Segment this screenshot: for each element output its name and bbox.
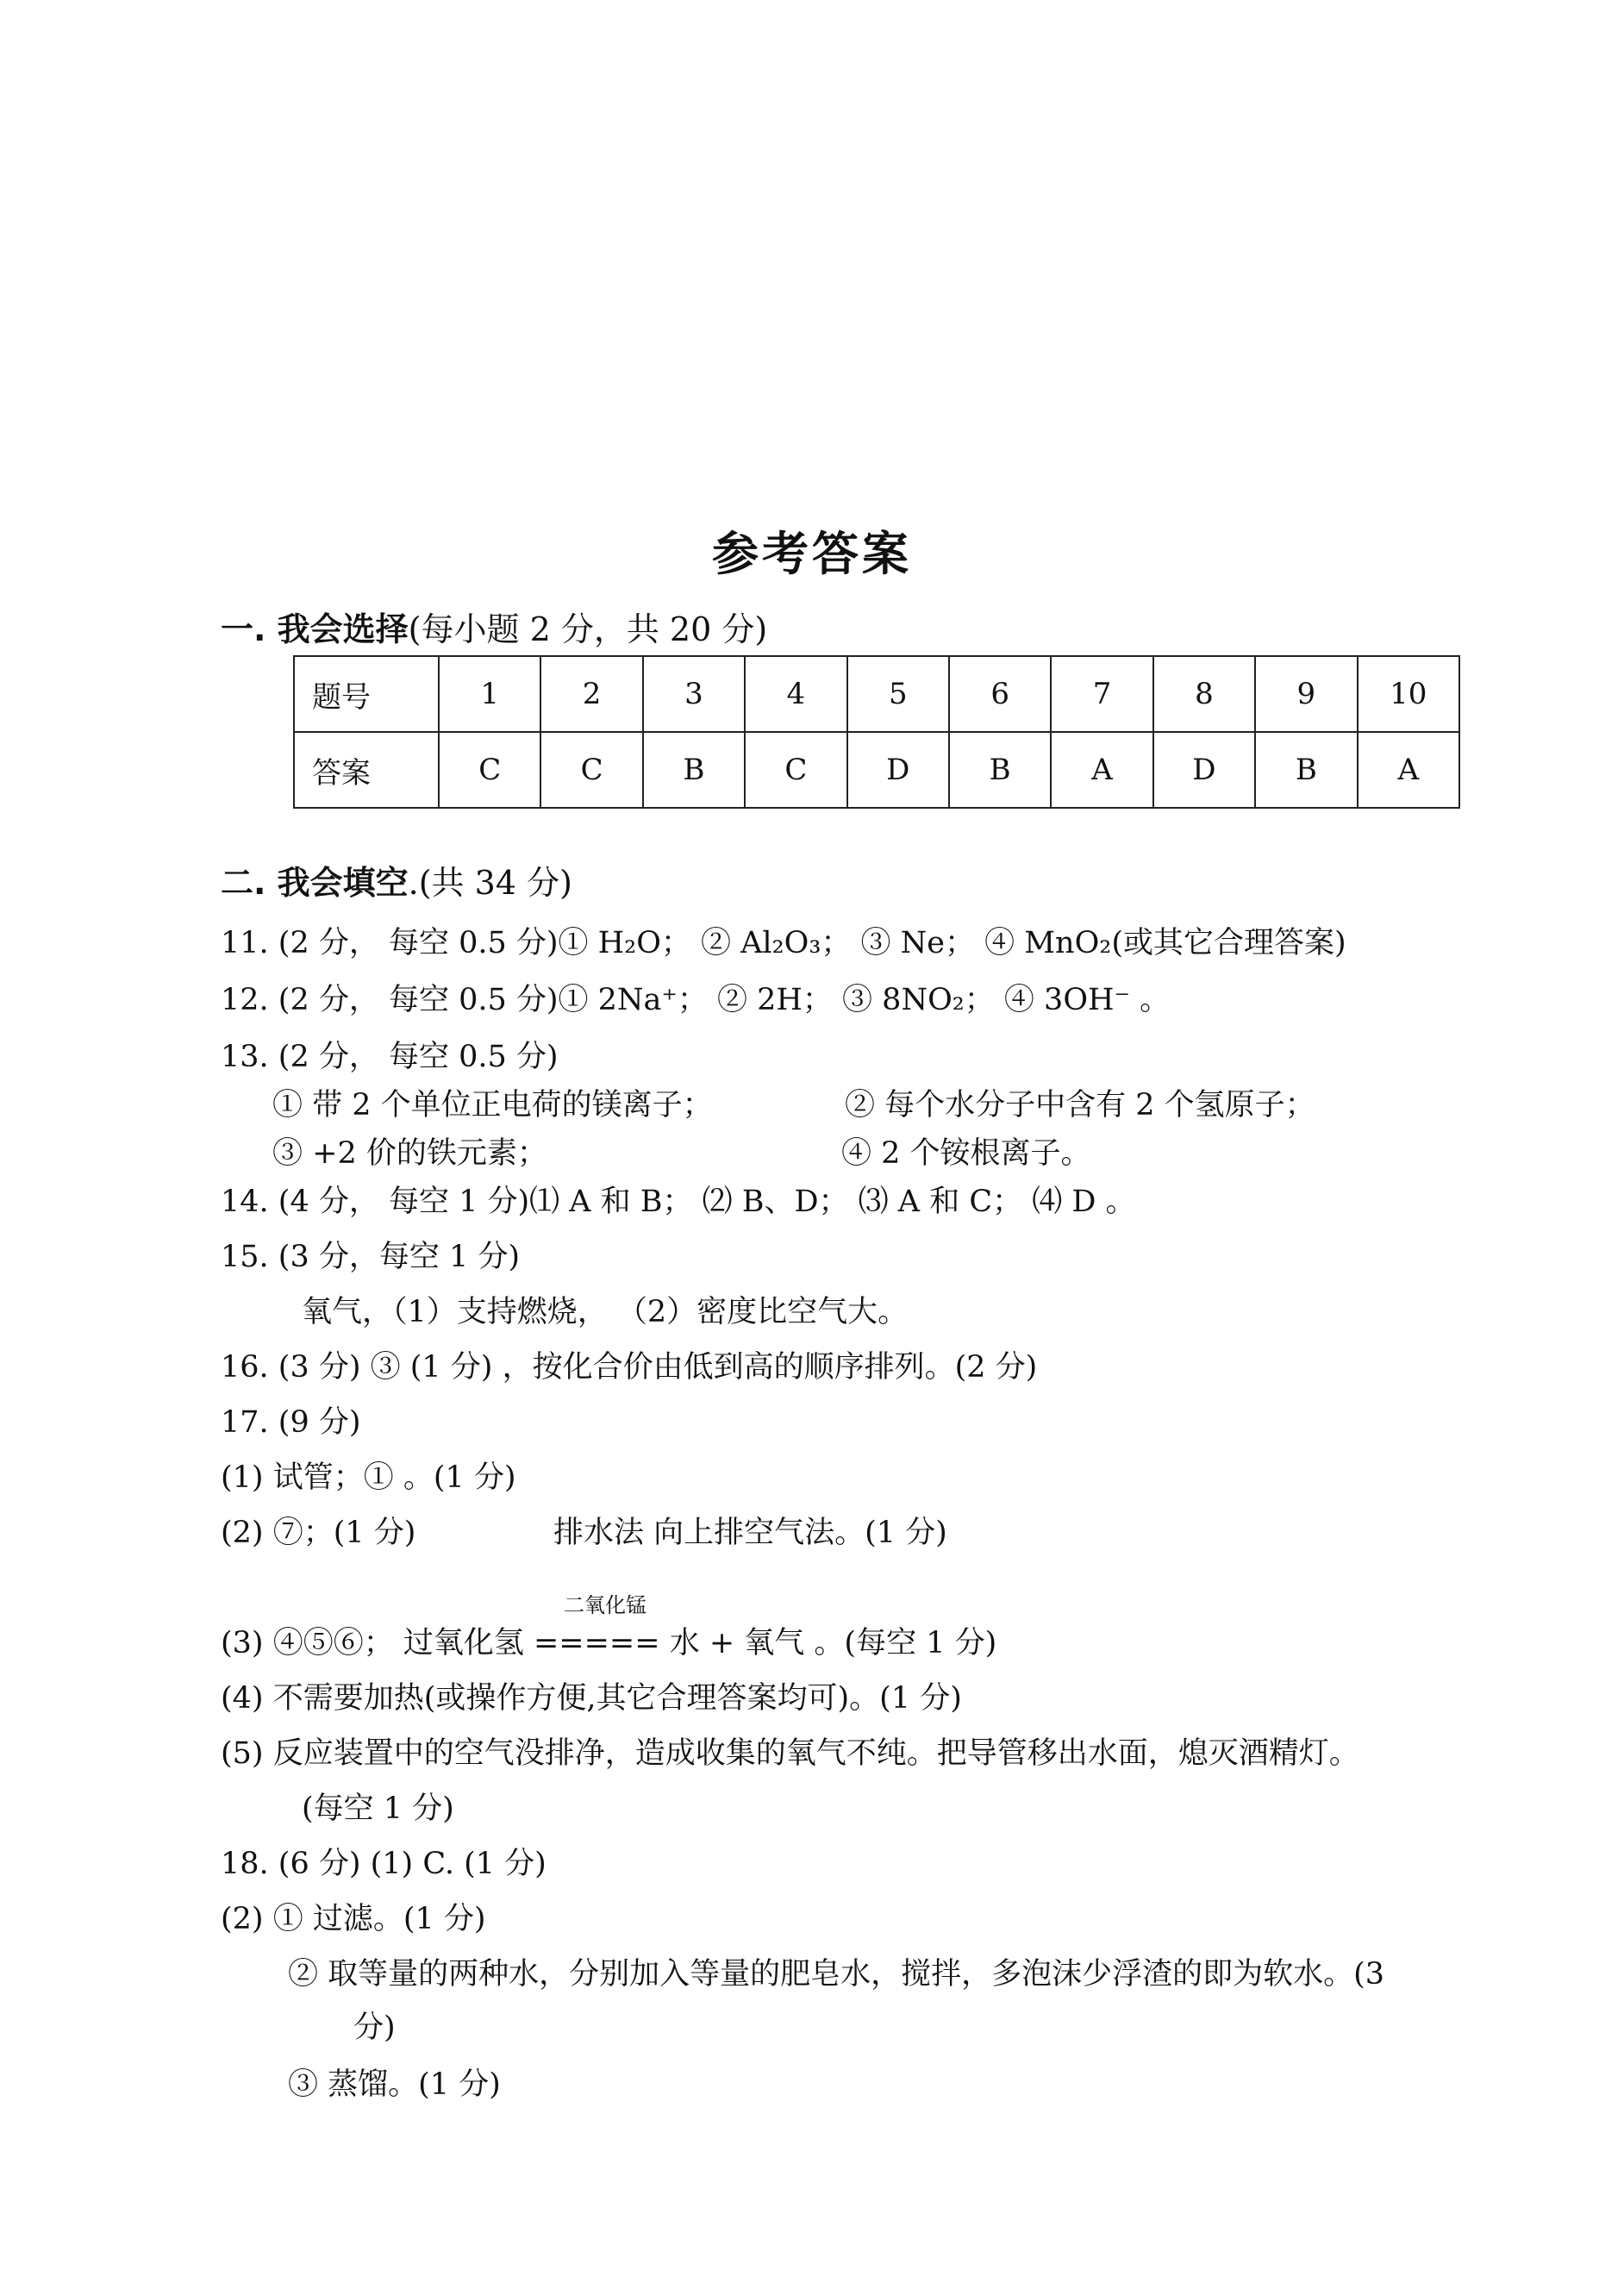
answer-cell: C	[439, 732, 540, 808]
answer-cell: B	[949, 732, 1051, 808]
row-label-number: 题号	[294, 656, 439, 732]
question-number: 5	[847, 656, 949, 732]
answer-line-13-2: ② 每个水分子中含有 2 个氢原子；	[845, 1088, 1315, 1122]
table-row-numbers	[294, 656, 1459, 732]
answer-line-17-1: (1) 试管；① 。(1 分)	[221, 1460, 516, 1495]
section-1-heading	[221, 610, 767, 648]
answer-line-14: 14. (4 分， 每空 1 分)⑴ A 和 B； ⑵ B、D； ⑶ A 和 C； ⑷ D 。	[221, 1185, 1136, 1219]
question-number: 4	[745, 656, 846, 732]
answer-cell: A	[1051, 732, 1152, 808]
question-number: 7	[1051, 656, 1152, 732]
answer-table	[293, 655, 1460, 809]
answer-line-17-5: (5) 反应装置中的空气没排净，造成收集的氧气不纯。把导管移出水面，熄灭酒精灯。	[221, 1736, 1359, 1771]
section-1-title: 一. 我会选择	[221, 610, 409, 648]
answer-line-17: 17. (9 分)	[221, 1405, 361, 1440]
answer-cell: D	[847, 732, 949, 808]
answer-line-16: 16. (3 分) ③ (1 分) ，按化合价由低到高的顺序排列。(2 分)	[221, 1350, 1038, 1385]
answer-cell: A	[1358, 732, 1459, 808]
question-number: 2	[540, 656, 642, 732]
answer-line-18-2: (2) ① 过滤。(1 分)	[221, 1902, 486, 1936]
question-number: 1	[439, 656, 540, 732]
answer-line-17-2: (2) ⑦；(1 分)	[221, 1516, 416, 1550]
question-number: 9	[1255, 656, 1357, 732]
answer-line-12: 12. (2 分， 每空 0.5 分)① 2Na⁺； ② 2H； ③ 8NO₂； ④ 3OH⁻ 。	[221, 983, 1171, 1017]
answer-line-18: 18. (6 分) (1) C. (1 分)	[221, 1847, 547, 1881]
section-2-title: 二. 我会填空	[221, 864, 409, 902]
answer-line-17-2-methods: 排水法 向上排空气法。(1 分)	[553, 1516, 947, 1550]
answer-cell: D	[1153, 732, 1255, 808]
question-number: 8	[1153, 656, 1255, 732]
answer-cell: B	[643, 732, 745, 808]
question-number: 3	[643, 656, 745, 732]
answer-line-13-3: ③ +2 价的铁元素；	[272, 1136, 547, 1171]
answer-line-17-3: (3) ④⑤⑥； 过氧化氢 ===== 水 + 氧气 。(每空 1 分)	[221, 1626, 997, 1660]
answer-line-13-4: ④ 2 个铵根离子。	[841, 1136, 1091, 1171]
answer-line-13: 13. (2 分， 每空 0.5 分)	[221, 1040, 559, 1074]
answer-cell: C	[540, 732, 642, 808]
answer-line-15-content: 氧气，（1）支持燃烧， （2）密度比空气大。	[302, 1295, 909, 1329]
answer-cell: C	[745, 732, 846, 808]
answer-line-11: 11. (2 分， 每空 0.5 分)① H₂O； ② Al₂O₃； ③ Ne； ④ MnO₂(或其它合理答案)	[221, 926, 1346, 960]
section-2-heading	[221, 864, 572, 902]
page-title: 参考答案	[712, 527, 912, 581]
section-2-note: .(共 34 分)	[408, 864, 572, 902]
answer-line-17-5-score: (每空 1 分)	[302, 1792, 454, 1826]
answer-line-18-2-3: ③ 蒸馏。(1 分)	[288, 2067, 501, 2102]
answer-line-15: 15. (3 分，每空 1 分)	[221, 1240, 521, 1274]
question-number: 6	[949, 656, 1051, 732]
table-row-answers	[294, 732, 1459, 808]
row-label-answer: 答案	[294, 732, 439, 808]
question-number: 10	[1358, 656, 1459, 732]
section-1-note: (每小题 2 分，共 20 分)	[408, 610, 768, 648]
answer-line-17-4: (4) 不需要加热(或操作方便,其它合理答案均可)。(1 分)	[221, 1681, 962, 1716]
answer-line-18-2-2: ② 取等量的两种水，分别加入等量的肥皂水，搅拌，多泡沫少浮渣的即为软水。(3	[288, 1957, 1385, 1992]
answer-cell: B	[1255, 732, 1357, 808]
catalyst-label: 二氧化锰	[564, 1593, 646, 1617]
answer-line-18-2-2-cont: 分)	[353, 2010, 396, 2045]
answer-line-13-1: ① 带 2 个单位正电荷的镁离子；	[272, 1088, 713, 1122]
